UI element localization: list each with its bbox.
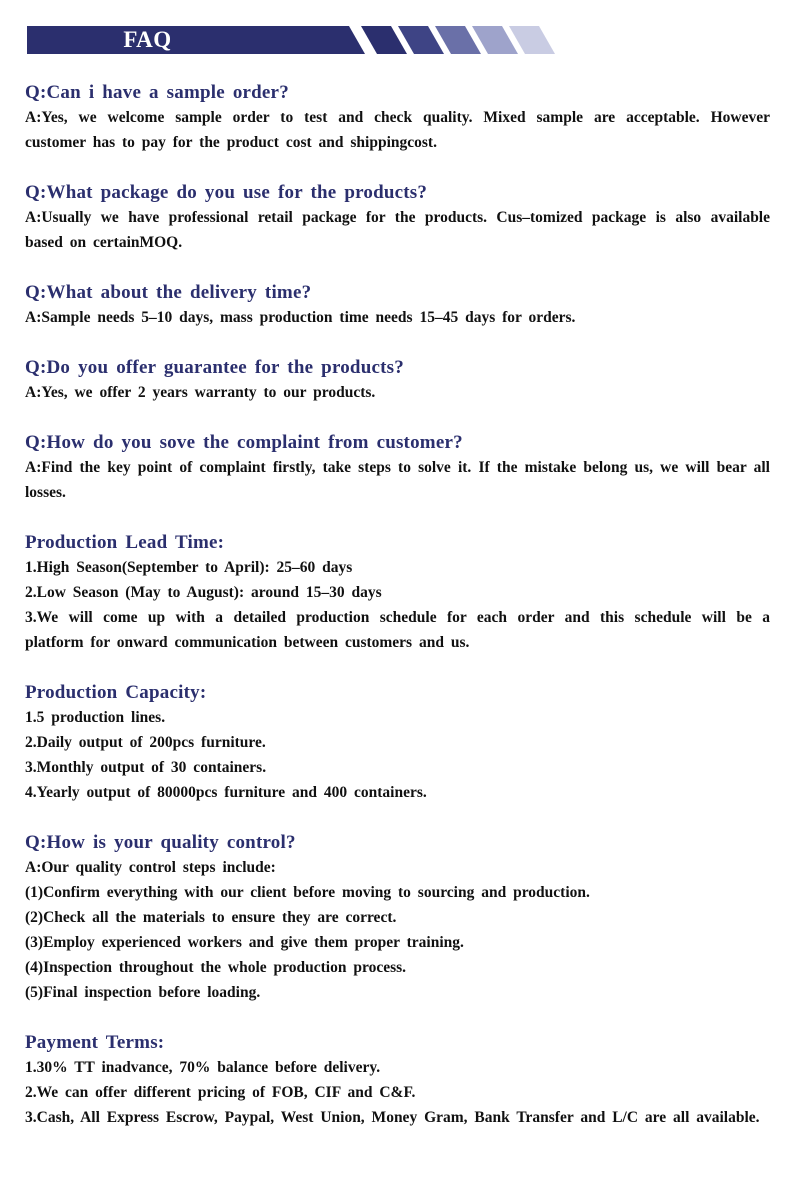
list-item: (2)Check all the materials to ensure they are correct.: [25, 909, 397, 926]
banner-stripe-2: [398, 26, 444, 54]
banner-stripe-1: [361, 26, 407, 54]
list-item: (4)Inspection throughout the whole production process.: [25, 959, 407, 976]
list-item: (1)Confirm everything with our client before moving to sourcing and production.: [25, 884, 590, 901]
list-item: 3.We will come up with a detailed production schedule for each order and this schedule will be a platform for onward communication between customers and us.: [25, 609, 770, 651]
list-item: 4.Yearly output of 80000pcs furniture and 400 containers.: [25, 784, 427, 801]
answer-text: A:Yes, we offer 2 years warranty to our products.: [25, 384, 376, 401]
section-heading: Q:How do you sove the complaint from customer?: [25, 432, 463, 453]
answer-text: A:Usually we have professional retail package for the products. Cus–tomized package is also available based on certainMOQ.: [25, 209, 770, 251]
faq-section-sample-order: [25, 80, 770, 155]
faq-section-package: [25, 180, 770, 255]
answer-text: A:Sample needs 5–10 days, mass production time needs 15–45 days for orders.: [25, 309, 576, 326]
faq-section-guarantee: [25, 355, 770, 405]
banner-stripe-5: [509, 26, 555, 54]
list-item: 2.Low Season (May to August): around 15–30 days: [25, 584, 382, 601]
answer-text: A:Find the key point of complaint firstly, take steps to solve it. If the mistake belong us, we will bear all losses.: [25, 459, 770, 501]
faq-banner: [27, 26, 557, 56]
quality-control-section: [25, 830, 770, 1005]
list-item: 2.Daily output of 200pcs furniture.: [25, 734, 266, 751]
list-item: 1.High Season(September to April): 25–60 days: [25, 559, 353, 576]
answer-text: A:Yes, we welcome sample order to test and check quality. Mixed sample are acceptable. However customer has to pay for the product cost and shippingcost.: [25, 109, 770, 151]
production-lead-time-section: [25, 530, 770, 655]
production-capacity-section: [25, 680, 770, 805]
list-item: 3.Monthly output of 30 containers.: [25, 759, 267, 776]
section-heading: Q:How is your quality control?: [25, 832, 296, 853]
section-heading: Production Capacity:: [25, 682, 207, 703]
list-item: 1.30% TT inadvance, 70% balance before delivery.: [25, 1059, 381, 1076]
payment-terms-section: [25, 1030, 770, 1130]
list-item: (5)Final inspection before loading.: [25, 984, 261, 1001]
banner-title: FAQ: [123, 27, 172, 52]
faq-section-delivery-time: [25, 280, 770, 330]
faq-content: [25, 80, 770, 1155]
list-item: 3.Cash, All Express Escrow, Paypal, West Union, Money Gram, Bank Transfer and L/C are all available.: [25, 1109, 760, 1126]
section-heading: Q:What package do you use for the products?: [25, 182, 428, 203]
list-item: (3)Employ experienced workers and give them proper training.: [25, 934, 464, 951]
banner-stripe-3: [435, 26, 481, 54]
list-item: 1.5 production lines.: [25, 709, 166, 726]
faq-section-complaint: [25, 430, 770, 505]
section-heading: Payment Terms:: [25, 1032, 165, 1053]
banner-stripe-4: [472, 26, 518, 54]
list-item: 2.We can offer different pricing of FOB, CIF and C&F.: [25, 1084, 416, 1101]
section-heading: Q:What about the delivery time?: [25, 282, 312, 303]
section-heading: Q:Can i have a sample order?: [25, 82, 289, 103]
section-heading: Q:Do you offer guarantee for the products?: [25, 357, 404, 378]
answer-text: A:Our quality control steps include:: [25, 859, 276, 876]
section-heading: Production Lead Time:: [25, 532, 225, 553]
